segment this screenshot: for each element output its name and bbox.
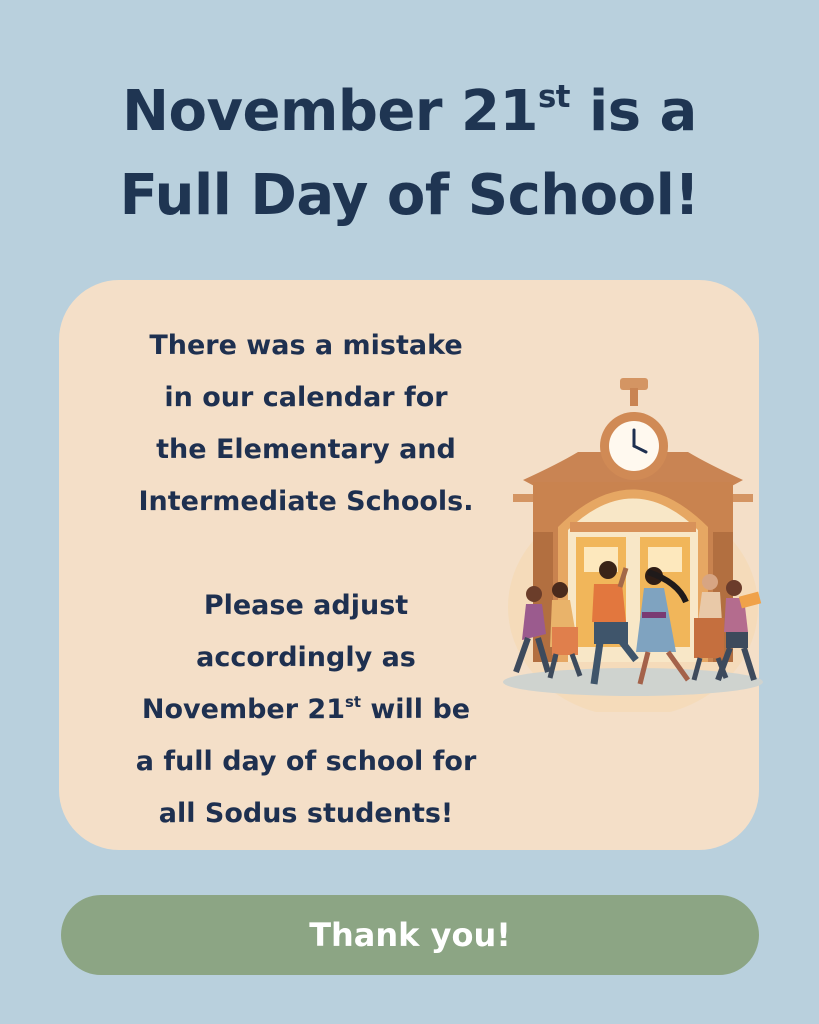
message-text	[96, 320, 516, 840]
message-paragraph-1	[96, 320, 516, 528]
message-line: in our calendar for	[164, 382, 448, 413]
thank-you-banner	[61, 895, 759, 975]
thank-you-label: Thank you!	[309, 916, 511, 954]
headline-line-2: Full Day of School!	[119, 163, 700, 228]
message-line: Please adjust	[203, 590, 409, 621]
message-line: all Sodus students!	[158, 798, 454, 829]
headline-line-1: November 21st is a	[122, 78, 697, 144]
message-paragraph-2	[96, 580, 516, 840]
school-building-with-clock-and-running-children-icon	[498, 372, 768, 712]
message-line: the Elementary and	[156, 434, 456, 465]
message-line: There was a mistake	[149, 330, 463, 361]
ordinal-suffix: st	[537, 78, 571, 115]
message-line: November 21st will be	[141, 692, 471, 725]
message-line: accordingly as	[196, 642, 416, 673]
message-line: Intermediate Schools.	[138, 486, 474, 517]
ordinal-suffix: st	[345, 692, 361, 711]
message-line: a full day of school for	[135, 746, 477, 777]
headline	[0, 70, 819, 238]
